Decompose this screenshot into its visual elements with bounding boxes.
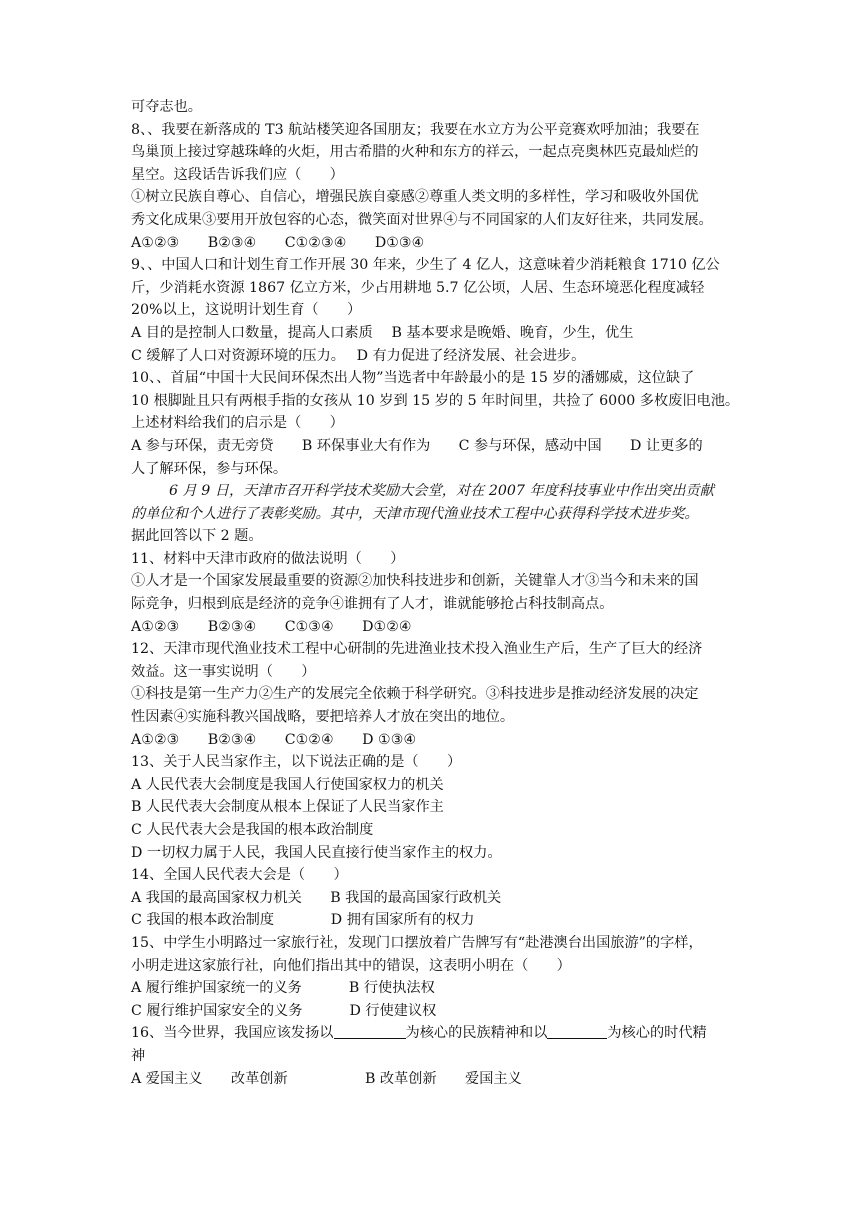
question-15-stem: 15、中学生小明路过一家旅行社，发现门口摆放着广告牌写有“赴港澳台出国旅游”的字样，	[131, 934, 703, 951]
text-line: 可夺志也。	[131, 99, 202, 115]
question-16-option-b: B 改革创新 爱国主义	[365, 1070, 522, 1087]
question-10-stem: 10、、首届“中国十大民间环保杰出人物”当选者中年龄最小的是 15 岁的潘娜威，这位缺了	[131, 370, 695, 387]
text-line: 人了解环保，参与环保。	[131, 460, 288, 477]
text-line: 鸟巢顶上接过穿越珠峰的火炬，用古希腊的火种和东方的祥云，一起点亮奥林匹克最灿烂的	[131, 144, 699, 161]
question-14-options: A 我国的最高国家权力机关 B 我国的最高国家行政机关	[131, 889, 502, 906]
q16-text-3: 为核心的时代精	[607, 1025, 707, 1042]
question-11-stem: 11、材料中天津市政府的做法说明（ ）	[131, 550, 405, 567]
text-line: ①科技是第一生产力②生产的发展完全依赖于科学研究。③科技进步是推动经济发展的决定	[131, 686, 699, 703]
question-13-option-c: C 人民代表大会是我国的根本政治制度	[131, 822, 374, 838]
text-line: 20%以上，这说明计划生育（ ）	[131, 302, 362, 319]
text-line: 秀文化成果③要用开放包容的心态，微笑面对世界④与不同国家的人们友好往来，共同发展。	[131, 211, 713, 228]
fill-blank-2	[547, 1024, 607, 1039]
question-13-stem: 13、关于人民当家作主，以下说法正确的是（ ）	[131, 754, 462, 771]
q16-text-1: 16、当今世界，我国应该发扬以	[131, 1025, 334, 1042]
question-13-option-b: B 人民代表大会制度从根本上保证了人民当家作主	[131, 799, 444, 816]
text-line: 10 根脚趾且只有两根手指的女孩从 10 岁到 15 岁的 5 年时间里，共捡了 6000 多枚废旧电池。	[131, 392, 740, 409]
text-line: 上述材料给我们的启示是（ ）	[131, 415, 344, 432]
question-14-options: C 我国的根本政治制度 D 拥有国家所有的权力	[131, 912, 475, 929]
text-line: 际竞争，归根到底是经济的竞争④谁拥有了人才，谁就能够抢占科技制高点。	[131, 596, 614, 613]
question-13-option-a: A 人民代表大会制度是我国人行使国家权力的机关	[131, 776, 444, 793]
question-11-options: A①②③ B②③④ C①③④ D①②④	[131, 618, 412, 635]
question-9-stem: 9、、中国人口和计划生育工作开展 30 年来，少生了 4 亿人，这意味着少消耗粮食 1710 亿公	[131, 257, 720, 274]
text-line: 性因素④实施科教兴国战略，要把培养人才放在突出的地位。	[131, 709, 515, 726]
text-line: 斤，少消耗水资源 1867 亿立方米，少占用耕地 5.7 亿公顷，人居、生态环境恶化程度减轻	[131, 279, 705, 296]
question-12-stem: 12、天津市现代渔业技术工程中心研制的先进渔业技术投入渔业生产后，生产了巨大的经济	[131, 641, 703, 658]
text-line: 据此回答以下 2 题。	[131, 528, 263, 545]
text-line: ①人才是一个国家发展最重要的资源②加快科技进步和创新，关键靠人才③当今和未来的国	[131, 573, 699, 590]
question-13-option-d: D 一切权力属于人民，我国人民直接行使当家作主的权力。	[131, 844, 502, 861]
question-15-options: C 履行维护国家安全的义务 D 行使建议权	[131, 1002, 437, 1019]
question-8-stem: 8、、我要在新落成的 T3 航站楼笑迎各国朋友；我要在水立方为公平竞赛欢呼加油；我要在	[131, 121, 700, 138]
question-16-options	[131, 1068, 737, 1091]
question-12-options: A①②③ B②③④ C①②④ D ①③④	[131, 731, 417, 748]
question-15-options: A 履行维护国家统一的义务 B 行使执法权	[131, 980, 435, 997]
question-8-options: A①②③ B②③④ C①②③④ D①③④	[131, 234, 425, 251]
material-passage: 的单位和个人进行了表彰奖励。其中，天津市现代渔业技术工程中心获得科学技术进步奖。	[131, 505, 699, 522]
text-line: 星空。这段话告诉我们应（ ）	[131, 166, 344, 183]
question-16-option-a: A 爱国主义 改革创新	[131, 1070, 288, 1087]
fill-blank-1	[334, 1024, 406, 1039]
text-line: ①树立民族自尊心、自信心，增强民族自豪感②尊重人类文明的多样性，学习和吸收外国优	[131, 189, 699, 206]
question-14-stem: 14、全国人民代表大会是（ ）	[131, 867, 348, 884]
exam-page	[131, 96, 740, 1090]
text-line: 神	[131, 1047, 146, 1064]
text-line: 效益。这一事实说明（ ）	[131, 663, 316, 680]
question-9-options: C 缓解了人口对资源环境的压力。 D 有力促进了经济发展、社会进步。	[131, 347, 586, 364]
q16-text-2: 为核心的民族精神和以	[405, 1025, 548, 1042]
question-10-options: A 参与环保，责无旁贷 B 环保事业大有作为 C 参与环保，感动中国 D 让更多的	[131, 437, 703, 454]
question-16-stem	[131, 1022, 737, 1045]
material-passage: 6 月 9 日，天津市召开科学技术奖励大会堂，对在 2007 年度科技事业中作出突出贡献	[169, 483, 714, 500]
text-line: 小明走进这家旅行社，向他们指出其中的错误，这表明小明在（ ）	[131, 957, 571, 974]
question-9-options: A 目的是控制人口数量，提高人口素质 B 基本要求是晚婚、晚育，少生，优生	[131, 324, 634, 341]
